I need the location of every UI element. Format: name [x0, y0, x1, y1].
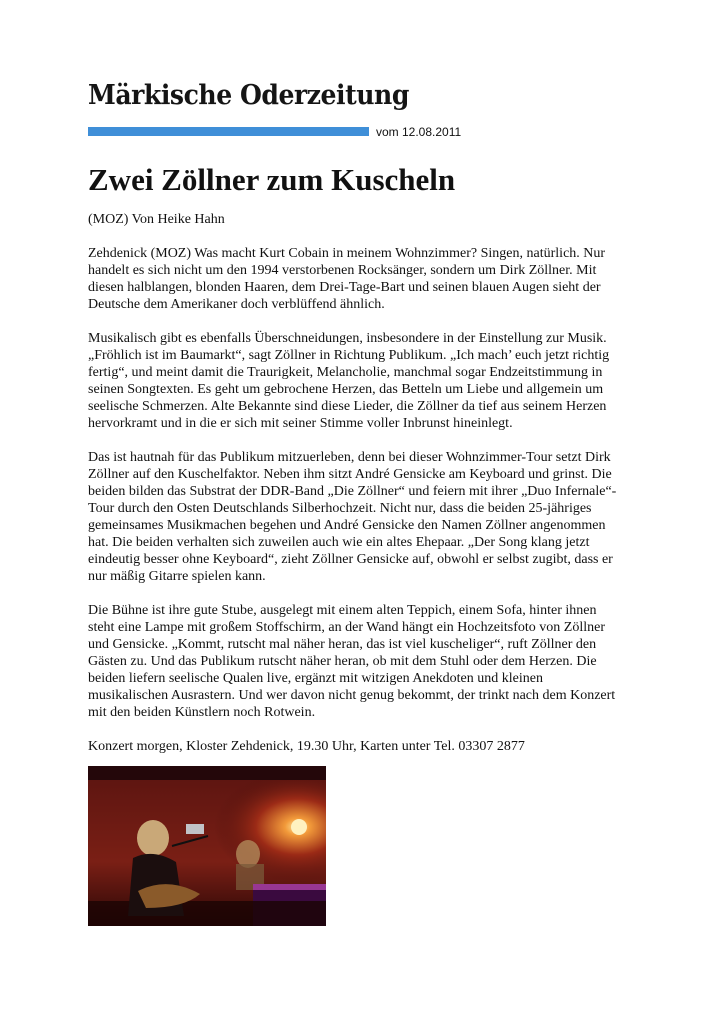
masthead-blue-bar [88, 127, 369, 136]
article-headline: Zwei Zöllner zum Kuscheln [88, 162, 456, 197]
article-paragraph-3: Das ist hautnah für das Publikum mitzuerleben, denn bei dieser Wohnzimmer-Tour setzt Dirk Zöllner auf den Kuschelfaktor. Neben ihm sitzt André Gensicke am Keyboard und grinst. Die beiden bilden das Substrat der DDR-Band „Die Zöllner“ und feiern mit ihrer „Duo Infernale“- Tour durch den Osten Deutschlands Silberhochzeit. Nicht nur, dass die beiden 25-jähriges gemeinsames Musikmachen begehen und André Gensicke den Namen Zöllner angenommen hat. Die beiden verhalten sich zuweilen auch wie ein altes Ehepaar. „Der Song klang jetzt eindeutig besser ohne Keyboard“, zieht Zöllner Gensicke auf, obwohl er selbst zugibt, dass er nur mäßig Gitarre spielen kann. [88, 450, 617, 584]
article-paragraph-4: Die Bühne ist ihre gute Stube, ausgelegt mit einem alten Teppich, einem Sofa, hinter ihnen steht eine Lampe mit großem Stoffschirm, an der Wand hängt ein Hochzeitsfoto von Zöllner und Gensicke. „Kommt, rutscht mal näher heran, das ist viel kuscheliger“, ruft Zöllner den Gästen zu. Und das Publikum rutscht näher heran, ob mit dem Stuhl oder dem Herzen. Die beiden liefern seelische Qualen live, ergänzt mit witzigen Anekdoten und kleinen musikalischen Ausrastern. Und wer davon nicht genug bekommt, der trinkt nach dem Konzert mit den beiden Künstlern noch Rotwein. [88, 603, 616, 720]
article-paragraph-2: Musikalisch gibt es ebenfalls Überschneidungen, insbesondere in der Einstellung zur Musik. „Fröhlich ist im Baumarkt“, sagt Zöllner in Richtung Publikum. „Ich mach’ euch jetzt richtig fertig“, und meint damit die Traurigkeit, Melancholie, manchmal sogar Endzeitstimmung in seinen Songtexten. Es geht um gebrochene Herzen, das Betteln um Liebe und allgemein um seelische Schmerzen. Alte Bekannte sind diese Lieder, die Zöllner da tief aus seinem Herzen hervorkramt und in die er sich mit seiner Stimme voller Inbrunst hineinlegt. [88, 331, 610, 431]
article-body [88, 245, 648, 772]
article-byline: (MOZ) Von Heike Hahn [88, 212, 225, 227]
article-paragraph-5: Konzert morgen, Kloster Zehdenick, 19.30 Uhr, Karten unter Tel. 03307 2877 [88, 739, 525, 754]
article-paragraph-1: Zehdenick (MOZ) Was macht Kurt Cobain in meinem Wohnzimmer? Singen, natürlich. Nur handelt es sich nicht um den 1994 verstorbenen Rocksänger, sondern um Dirk Zöllner. Mit diesen halblangen, blonden Haaren, dem Drei-Tage-Bart und seinen blauen Augen sieht der Deutsche dem Amerikaner doch verblüffend ähnlich. [88, 246, 606, 312]
concert-photo [88, 766, 326, 926]
issue-date: vom 12.08.2011 [376, 125, 462, 139]
newspaper-logo: Märkische Oderzeitung [88, 80, 409, 111]
concert-photo-illustration [88, 766, 326, 926]
masthead [88, 80, 409, 140]
